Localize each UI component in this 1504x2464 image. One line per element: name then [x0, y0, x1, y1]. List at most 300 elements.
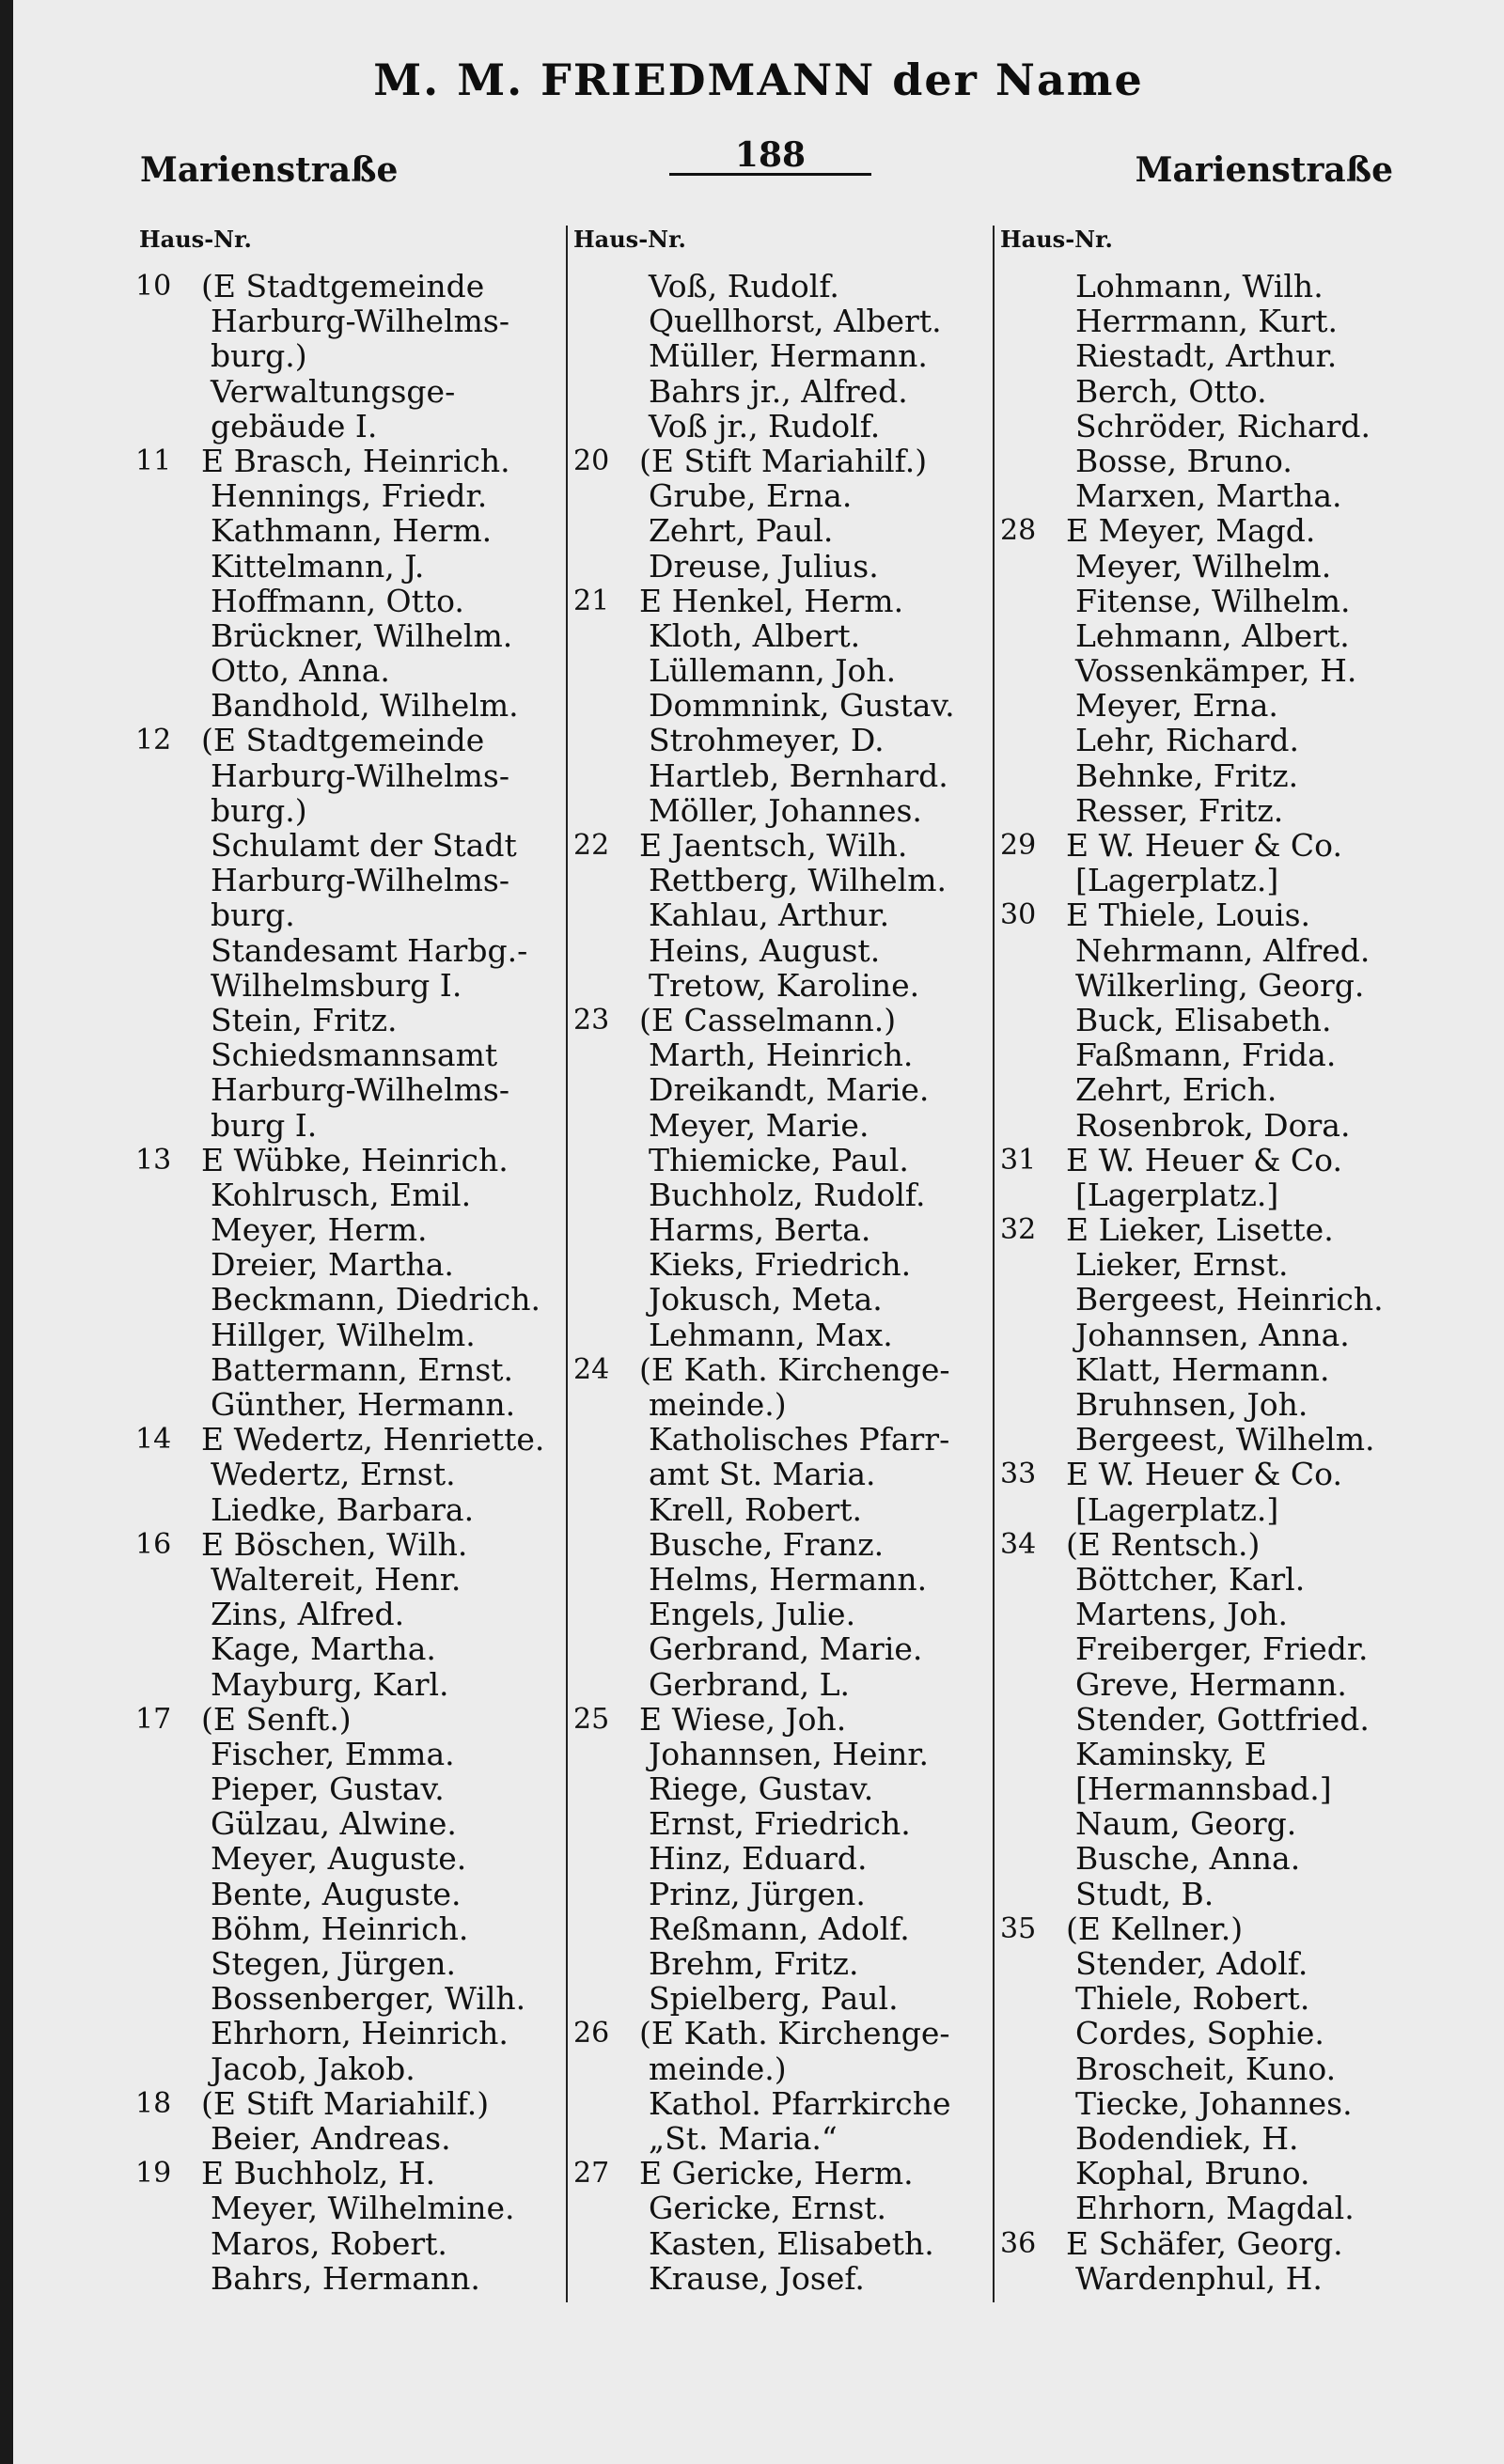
entry-text: (E Kath. Kirchenge-	[639, 2015, 950, 2052]
directory-entry	[573, 1877, 987, 1911]
entry-text: Engels, Julie.	[649, 1596, 856, 1633]
entry-text: Zehrt, Erich.	[1075, 1071, 1277, 1109]
directory-entry	[1000, 758, 1414, 793]
page-number: 188	[734, 135, 807, 175]
directory-entry	[1000, 1422, 1414, 1457]
directory-entry	[573, 2121, 987, 2156]
directory-entry	[135, 968, 563, 1003]
entry-text: Wedertz, Ernst.	[211, 1456, 456, 1493]
entry-text: Pieper, Gustav.	[211, 1770, 445, 1808]
entry-text: Vossenkämper, H.	[1075, 652, 1357, 690]
directory-entry	[135, 584, 563, 618]
entry-text: burg.)	[211, 791, 307, 829]
entry-text: Berch, Otto.	[1075, 372, 1267, 410]
directory-entry	[573, 1737, 987, 1771]
entry-text: Hillger, Wilhelm.	[211, 1316, 476, 1353]
directory-entry	[1000, 2016, 1414, 2051]
directory-entry	[135, 2121, 563, 2156]
directory-entry	[573, 1946, 987, 1981]
directory-entry	[573, 2086, 987, 2121]
entry-text: Nehrmann, Alfred.	[1075, 931, 1371, 969]
entry-text: Bahrs jr., Alfred.	[649, 372, 908, 410]
entry-text: Herrmann, Kurt.	[1075, 303, 1339, 340]
directory-entry	[573, 1492, 987, 1527]
house-number: 29	[1000, 829, 1037, 862]
entry-text: Rosenbrok, Dora.	[1075, 1106, 1351, 1144]
entry-text: Rettberg, Wilhelm.	[649, 862, 947, 899]
directory-entry	[1000, 2051, 1414, 2086]
directory-entry	[135, 2261, 563, 2296]
directory-entry	[573, 2156, 987, 2191]
directory-entry	[1000, 1457, 1414, 1491]
directory-entry	[1000, 793, 1414, 828]
directory-entry	[1000, 1177, 1414, 1212]
directory-entry	[135, 513, 563, 548]
directory-entry	[1000, 653, 1414, 688]
street-name-right: Marienstraße	[1135, 150, 1393, 190]
entry-text: Beckmann, Diedrich.	[211, 1281, 540, 1318]
entry-text: burg.	[211, 897, 295, 934]
directory-entry	[573, 758, 987, 793]
entry-text: Lieker, Ernst.	[1075, 1246, 1289, 1284]
directory-entry	[135, 2191, 563, 2225]
directory-entry	[1000, 1387, 1414, 1422]
entry-text: Stender, Gottfried.	[1075, 1700, 1370, 1738]
directory-entry	[135, 1352, 563, 1387]
directory-entry	[135, 1702, 563, 1737]
entry-text: E W. Heuer & Co.	[1066, 1141, 1342, 1178]
directory-entry	[1000, 2261, 1414, 2296]
entry-text: Voß, Rudolf.	[649, 268, 839, 304]
directory-entry	[135, 897, 563, 932]
directory-entry	[135, 723, 563, 757]
directory-entry	[573, 2261, 987, 2296]
directory-entry	[573, 1631, 987, 1666]
directory-entry	[573, 1911, 987, 1946]
entry-text: Krause, Josef.	[649, 2259, 865, 2297]
entry-text: Fischer, Emma.	[211, 1735, 455, 1772]
entry-text: [Lagerplatz.]	[1075, 1176, 1279, 1213]
entry-text: E Lieker, Lisette.	[1066, 1211, 1334, 1249]
directory-entry	[135, 1527, 563, 1562]
directory-entry	[1000, 1492, 1414, 1527]
directory-entry	[1000, 1527, 1414, 1562]
entry-text: Liedke, Barbara.	[211, 1490, 475, 1528]
directory-entry	[573, 1527, 987, 1562]
house-number: 31	[1000, 1143, 1037, 1177]
entry-text: Schröder, Richard.	[1075, 407, 1371, 444]
directory-entry	[1000, 584, 1414, 618]
entry-text: Gerbrand, Marie.	[649, 1630, 923, 1668]
entry-text: (E Stift Mariahilf.)	[639, 442, 928, 479]
directory-entry	[1000, 1037, 1414, 1072]
entry-text: Prinz, Jürgen.	[649, 1875, 866, 1912]
page-number-rule	[669, 173, 871, 176]
directory-entry	[135, 1143, 563, 1177]
directory-entry	[135, 1981, 563, 2016]
entry-text: Bruhnsen, Joh.	[1075, 1386, 1308, 1423]
entry-text: Meyer, Wilhelmine.	[211, 2190, 515, 2227]
house-number: 22	[573, 829, 610, 862]
directory-entry	[573, 1422, 987, 1457]
entry-text: Tretow, Karoline.	[649, 966, 920, 1004]
entry-text: Thiele, Robert.	[1075, 1980, 1310, 2018]
directory-entry	[1000, 478, 1414, 513]
directory-entry	[135, 1597, 563, 1631]
directory-entry	[135, 758, 563, 793]
house-number: 14	[135, 1423, 172, 1457]
directory-entry	[1000, 968, 1414, 1003]
entry-text: Kathol. Pfarrkirche	[649, 2084, 951, 2122]
directory-column-2	[573, 269, 987, 2296]
entry-text: Bergeest, Wilhelm.	[1075, 1421, 1375, 1458]
directory-entry	[573, 933, 987, 968]
directory-entry	[135, 2051, 563, 2086]
entry-text: Lehmann, Albert.	[1075, 616, 1350, 654]
entry-text: Zins, Alfred.	[211, 1596, 405, 1633]
entry-text: Klatt, Hermann.	[1075, 1350, 1330, 1388]
house-number: 24	[573, 1352, 610, 1386]
entry-text: Kloth, Albert.	[649, 616, 861, 654]
entry-text: Harburg-Wilhelms-	[211, 756, 510, 794]
directory-entry	[135, 933, 563, 968]
directory-entry	[135, 793, 563, 828]
directory-entry	[573, 1806, 987, 1841]
directory-entry	[1000, 1562, 1414, 1597]
entry-text: Dreikandt, Marie.	[649, 1071, 930, 1109]
directory-entry	[135, 1737, 563, 1771]
directory-entry	[1000, 1072, 1414, 1107]
entry-text: Heins, August.	[649, 931, 881, 969]
house-number: 19	[135, 2157, 172, 2191]
entry-text: Kieks, Friedrich.	[649, 1246, 912, 1284]
entry-text: Beier, Andreas.	[211, 2119, 451, 2157]
directory-entry	[573, 1981, 987, 2016]
entry-text: Greve, Hermann.	[1075, 1665, 1347, 1703]
entry-text: (E Stadtgemeinde	[201, 722, 485, 759]
directory-entry	[573, 584, 987, 618]
house-number: 11	[135, 444, 172, 477]
entry-text: gebäude I.	[211, 407, 378, 444]
column-divider-2	[993, 226, 995, 2302]
directory-entry	[135, 338, 563, 373]
directory-entry	[1000, 1667, 1414, 1702]
house-number: 21	[573, 584, 610, 617]
directory-entry	[135, 653, 563, 688]
entry-text: Wilkerling, Georg.	[1075, 966, 1365, 1004]
column-header-3: Haus-Nr.	[1000, 226, 1113, 253]
directory-entry	[1000, 1318, 1414, 1352]
directory-entry	[135, 1457, 563, 1491]
house-number: 10	[135, 270, 172, 303]
entry-text: Krell, Robert.	[649, 1490, 862, 1528]
directory-entry	[1000, 1212, 1414, 1247]
entry-text: E Jaentsch, Wilh.	[639, 827, 908, 864]
entry-text: Reßmann, Adolf.	[649, 1910, 910, 1947]
entry-text: burg I.	[211, 1106, 318, 1144]
entry-text: Bosse, Bruno.	[1075, 442, 1292, 479]
directory-entry	[573, 1667, 987, 1702]
entry-text: Müller, Hermann.	[649, 337, 928, 375]
directory-entry	[573, 2226, 987, 2261]
directory-column-3	[1000, 269, 1414, 2296]
house-number: 13	[135, 1143, 172, 1177]
directory-entry	[135, 1212, 563, 1247]
house-number: 35	[1000, 1911, 1037, 1945]
entry-text: Tiecke, Johannes.	[1075, 2084, 1353, 2122]
entry-text: E Thiele, Louis.	[1066, 897, 1311, 934]
directory-entry	[135, 1108, 563, 1143]
directory-entry	[135, 409, 563, 444]
house-number: 25	[573, 1702, 610, 1736]
entry-text: [Lagerplatz.]	[1075, 1490, 1279, 1528]
directory-entry	[1000, 2121, 1414, 2156]
directory-entry	[135, 618, 563, 653]
directory-entry	[573, 1597, 987, 1631]
entry-text: Brückner, Wilhelm.	[211, 616, 513, 654]
entry-text: Lüllemann, Joh.	[649, 652, 897, 690]
directory-entry	[573, 1282, 987, 1317]
house-number: 27	[573, 2157, 610, 2191]
entry-text: Kophal, Bruno.	[1075, 2155, 1310, 2192]
directory-entry	[573, 863, 987, 897]
directory-entry	[135, 1037, 563, 1072]
entry-text: Busche, Franz.	[649, 1525, 885, 1563]
entry-text: amt St. Maria.	[649, 1456, 876, 1493]
directory-entry	[135, 2086, 563, 2121]
entry-text: E Buchholz, H.	[201, 2155, 436, 2192]
directory-entry	[1000, 1771, 1414, 1806]
entry-text: Bente, Auguste.	[211, 1875, 462, 1912]
directory-entry	[1000, 1702, 1414, 1737]
directory-entry	[135, 1911, 563, 1946]
entry-text: Bossenberger, Wilh.	[211, 1980, 526, 2018]
directory-entry	[135, 444, 563, 478]
directory-entry	[1000, 897, 1414, 932]
directory-column-1	[135, 269, 563, 2296]
column-header-1: Haus-Nr.	[139, 226, 252, 253]
directory-entry	[573, 1072, 987, 1107]
entry-text: Böttcher, Karl.	[1075, 1560, 1306, 1598]
directory-entry	[135, 549, 563, 584]
street-name-left: Marienstraße	[140, 150, 399, 190]
directory-entry	[573, 1177, 987, 1212]
entry-text: Meyer, Herm.	[211, 1211, 428, 1249]
directory-entry	[135, 2156, 563, 2191]
directory-entry	[1000, 513, 1414, 548]
directory-entry	[1000, 1806, 1414, 1841]
directory-entry	[1000, 1737, 1414, 1771]
entry-text: Bodendiek, H.	[1075, 2119, 1299, 2157]
directory-entry	[573, 2016, 987, 2051]
entry-text: Behnke, Fritz.	[1075, 756, 1299, 794]
entry-text: Kasten, Elisabeth.	[649, 2224, 934, 2262]
directory-entry	[573, 1352, 987, 1387]
house-number: 18	[135, 2086, 172, 2120]
directory-entry	[573, 1562, 987, 1597]
entry-text: Zehrt, Paul.	[649, 512, 834, 550]
entry-text: Voß jr., Rudolf.	[649, 407, 881, 444]
entry-text: (E Kellner.)	[1066, 1910, 1244, 1947]
entry-text: E W. Heuer & Co.	[1066, 827, 1342, 864]
entry-text: meinde.)	[649, 1386, 787, 1423]
entry-text: Helms, Hermann.	[649, 1560, 928, 1598]
directory-entry	[135, 1631, 563, 1666]
entry-text: Jokusch, Meta.	[649, 1281, 883, 1318]
entry-text: Hartleb, Bernhard.	[649, 756, 948, 794]
directory-entry	[573, 304, 987, 338]
directory-entry	[573, 1212, 987, 1247]
entry-text: Schulamt der Stadt	[211, 827, 517, 864]
directory-entry	[573, 723, 987, 757]
directory-entry	[1000, 269, 1414, 304]
directory-entry	[573, 1143, 987, 1177]
entry-text: Stegen, Jürgen.	[211, 1945, 456, 1982]
entry-text: (E Stadtgemeinde	[201, 268, 485, 304]
entry-text: (E Casselmann.)	[639, 1001, 897, 1038]
directory-entry	[1000, 863, 1414, 897]
directory-entry	[573, 1003, 987, 1037]
entry-text: Buck, Elisabeth.	[1075, 1001, 1332, 1038]
directory-entry	[1000, 444, 1414, 478]
entry-text: E Henkel, Herm.	[639, 582, 904, 619]
column-divider-1	[566, 226, 568, 2302]
entry-text: Lehr, Richard.	[1075, 722, 1300, 759]
entry-text: Martens, Joh.	[1075, 1596, 1289, 1633]
entry-text: Dreuse, Julius.	[649, 547, 879, 585]
entry-text: Meyer, Marie.	[649, 1106, 870, 1144]
entry-text: Lehmann, Max.	[649, 1316, 893, 1353]
entry-text: Bahrs, Hermann.	[211, 2259, 480, 2297]
entry-text: Meyer, Auguste.	[211, 1840, 467, 1878]
entry-text: E Wübke, Heinrich.	[201, 1141, 509, 1178]
directory-entry	[1000, 2191, 1414, 2225]
entry-text: Riege, Gustav.	[649, 1770, 874, 1808]
directory-entry	[1000, 1247, 1414, 1282]
directory-entry	[135, 269, 563, 304]
directory-entry	[573, 653, 987, 688]
directory-entry	[135, 1771, 563, 1806]
directory-entry	[135, 1247, 563, 1282]
entry-text: Thiemicke, Paul.	[649, 1141, 909, 1178]
entry-text: Kaminsky, E	[1075, 1735, 1267, 1772]
directory-entry	[135, 828, 563, 863]
entry-text: Grube, Erna.	[649, 477, 853, 515]
directory-entry	[1000, 1981, 1414, 2016]
directory-entry	[1000, 2156, 1414, 2191]
house-number: 23	[573, 1003, 610, 1037]
house-number: 34	[1000, 1527, 1037, 1561]
directory-entry	[1000, 688, 1414, 723]
entry-text: Riestadt, Arthur.	[1075, 337, 1338, 375]
entry-text: Lohmann, Wilh.	[1075, 268, 1324, 304]
directory-entry	[573, 968, 987, 1003]
entry-text: Wardenphul, H.	[1075, 2259, 1323, 2297]
house-number: 17	[135, 1702, 172, 1736]
directory-entry	[135, 1877, 563, 1911]
directory-entry	[573, 1702, 987, 1737]
entry-text: Hoffmann, Otto.	[211, 582, 464, 619]
entry-text: [Hermannsbad.]	[1075, 1770, 1332, 1808]
entry-text: Kahlau, Arthur.	[649, 897, 890, 934]
directory-entry	[135, 1318, 563, 1352]
entry-text: Böhm, Heinrich.	[211, 1910, 469, 1947]
entry-text: E Brasch, Heinrich.	[201, 442, 510, 479]
entry-text: Resser, Fritz.	[1075, 791, 1284, 829]
directory-entry	[1000, 1946, 1414, 1981]
directory-entry	[1000, 2226, 1414, 2261]
directory-entry	[135, 1806, 563, 1841]
directory-entry	[573, 513, 987, 548]
directory-entry	[1000, 1597, 1414, 1631]
directory-entry	[135, 374, 563, 409]
entry-text: (E Senft.)	[201, 1700, 352, 1738]
entry-text: Katholisches Pfarr-	[649, 1421, 950, 1458]
entry-text: Schiedsmannsamt	[211, 1037, 498, 1074]
directory-entry	[135, 1072, 563, 1107]
entry-text: Kohlrusch, Emil.	[211, 1176, 472, 1213]
directory-entry	[573, 1841, 987, 1876]
directory-entry	[573, 374, 987, 409]
entry-text: Ehrhorn, Magdal.	[1075, 2190, 1355, 2227]
directory-entry	[573, 269, 987, 304]
entry-text: Freiberger, Friedr.	[1075, 1630, 1369, 1668]
entry-text: (E Stift Mariahilf.)	[201, 2084, 490, 2122]
entry-text: Otto, Anna.	[211, 652, 390, 690]
entry-text: (E Rentsch.)	[1066, 1525, 1261, 1563]
directory-entry	[1000, 1003, 1414, 1037]
entry-text: Harms, Berta.	[649, 1211, 871, 1249]
directory-entry	[573, 793, 987, 828]
house-number: 30	[1000, 898, 1037, 932]
directory-entry	[1000, 723, 1414, 757]
directory-entry	[573, 338, 987, 373]
entry-text: Meyer, Wilhelm.	[1075, 547, 1332, 585]
directory-entry	[1000, 618, 1414, 653]
house-number: 36	[1000, 2226, 1037, 2260]
entry-text: Kathmann, Herm.	[211, 512, 493, 550]
entry-text: Dreier, Martha.	[211, 1246, 454, 1284]
directory-entry	[1000, 1352, 1414, 1387]
entry-text: Studt, B.	[1075, 1875, 1214, 1912]
directory-page	[13, 0, 1504, 2464]
directory-entry	[573, 444, 987, 478]
entry-text: Mayburg, Karl.	[211, 1665, 449, 1703]
directory-entry	[135, 1946, 563, 1981]
entry-text: Meyer, Erna.	[1075, 687, 1278, 725]
directory-entry	[1000, 1108, 1414, 1143]
entry-text: Faßmann, Frida.	[1075, 1037, 1337, 1074]
directory-entry	[1000, 549, 1414, 584]
directory-entry	[135, 688, 563, 723]
entry-text: Standesamt Harbg.-	[211, 931, 528, 969]
entry-text: burg.)	[211, 337, 307, 375]
entry-text: Quellhorst, Albert.	[649, 303, 942, 340]
entry-text: (E Kath. Kirchenge-	[639, 1350, 950, 1388]
directory-entry	[135, 863, 563, 897]
entry-text: Bandhold, Wilhelm.	[211, 687, 519, 725]
entry-text: Günther, Hermann.	[211, 1386, 516, 1423]
house-number: 20	[573, 444, 610, 477]
entry-text: Waltereit, Henr.	[211, 1560, 462, 1598]
entry-text: Battermann, Ernst.	[211, 1350, 514, 1388]
directory-entry	[1000, 1841, 1414, 1876]
directory-entry	[573, 549, 987, 584]
directory-entry	[135, 1422, 563, 1457]
directory-entry	[135, 2016, 563, 2051]
directory-entry	[1000, 2086, 1414, 2121]
column-header-2: Haus-Nr.	[573, 226, 686, 253]
